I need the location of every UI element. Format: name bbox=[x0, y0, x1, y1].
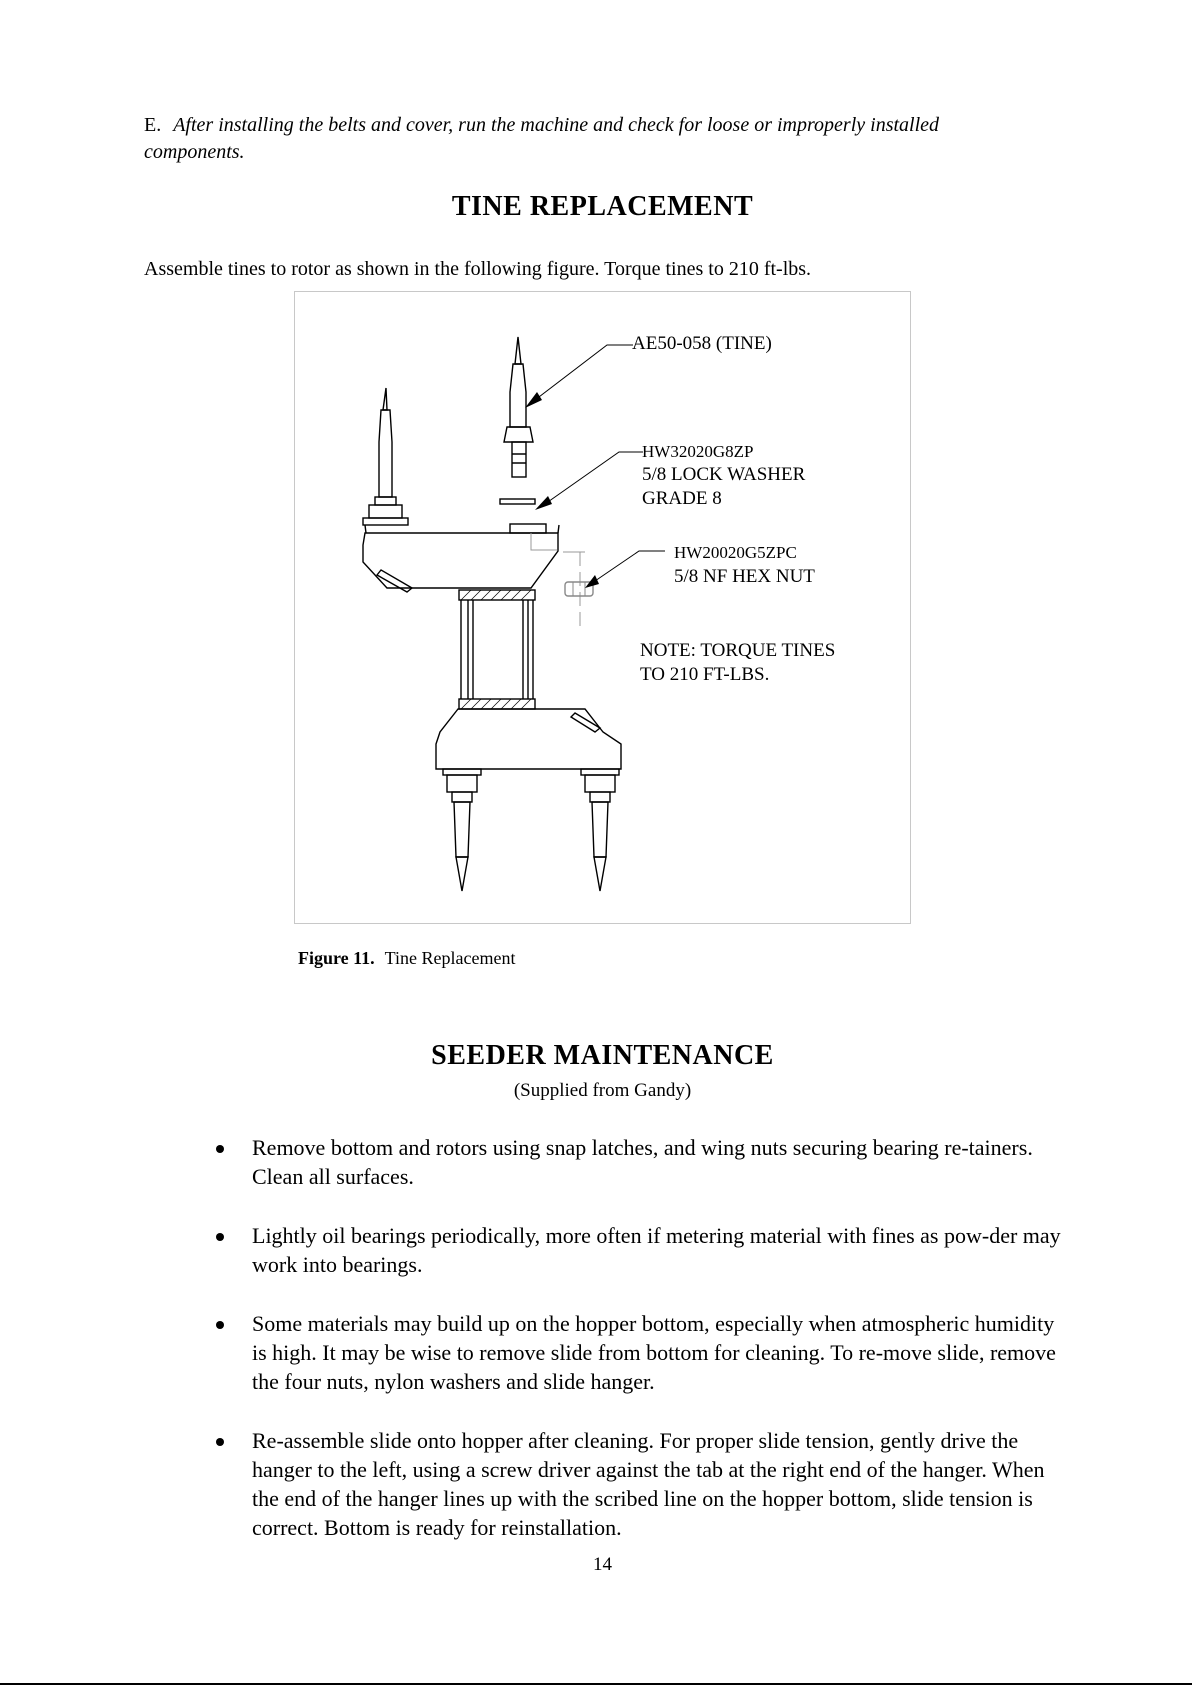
tine-instructions: Assemble tines to rotor as shown in the following figure. Torque tines to 210 ft-lbs. bbox=[144, 258, 812, 280]
figure-tine-diagram bbox=[294, 291, 911, 924]
callout-note-line1: NOTE: TORQUE TINES bbox=[640, 640, 836, 661]
seeder-maintenance-heading: SEEDER MAINTENANCE bbox=[431, 1040, 774, 1071]
page-number: 14 bbox=[593, 1554, 612, 1575]
list-item: Remove bottom and rotors using snap latches, and wing nuts securing bearing re-tainers. Clean all surfaces. bbox=[210, 1133, 1066, 1191]
maintenance-list bbox=[210, 1133, 1066, 1572]
list-item: Re-assemble slide onto hopper after cleaning. For proper slide tension, gently drive the hanger to the left, using a screw driver against the tab at the right end of the hanger. When the end of the hanger lines up with the scribed line on the hopper bottom, slide tension is correct. Bottom is ready for reinstallation. bbox=[210, 1426, 1066, 1542]
callout-note-line2: TO 210 FT-LBS. bbox=[640, 664, 770, 685]
callout-washer-part: HW32020G8ZP bbox=[642, 442, 754, 461]
bullet-icon bbox=[216, 1145, 224, 1153]
figure-caption bbox=[298, 948, 515, 969]
seeder-subheading: (Supplied from Gandy) bbox=[513, 1080, 692, 1101]
rotor-assembly-drawing bbox=[295, 292, 912, 925]
list-item: Lightly oil bearings periodically, more often if metering material with fines as pow-der may work into bearings. bbox=[210, 1221, 1066, 1279]
bullet-icon bbox=[216, 1233, 224, 1241]
tine-replacement-heading: TINE REPLACEMENT bbox=[451, 191, 754, 222]
intro-paragraph bbox=[144, 112, 1044, 166]
callout-nut-desc: 5/8 NF HEX NUT bbox=[674, 566, 815, 587]
figure-caption-label: Figure 11. bbox=[298, 948, 375, 968]
callout-washer-desc: 5/8 LOCK WASHER bbox=[642, 464, 806, 485]
intro-text: After installing the belts and cover, run the machine and check for loose or improperly installed components. bbox=[144, 114, 940, 163]
callout-tine: AE50-058 (TINE) bbox=[632, 333, 772, 354]
callout-nut-part: HW20020G5ZPC bbox=[674, 543, 797, 562]
figure-caption-text: Tine Replacement bbox=[384, 948, 516, 968]
bullet-icon bbox=[216, 1321, 224, 1329]
callout-washer-grade: GRADE 8 bbox=[642, 488, 722, 509]
list-item: Some materials may build up on the hopper bottom, especially when atmospheric humidity is high. It may be wise to remove slide from bottom for cleaning. To re-move slide, remove the four nuts, nylon washers and slide hanger. bbox=[210, 1309, 1066, 1396]
bullet-icon bbox=[216, 1438, 224, 1446]
intro-label: E. bbox=[144, 114, 162, 136]
